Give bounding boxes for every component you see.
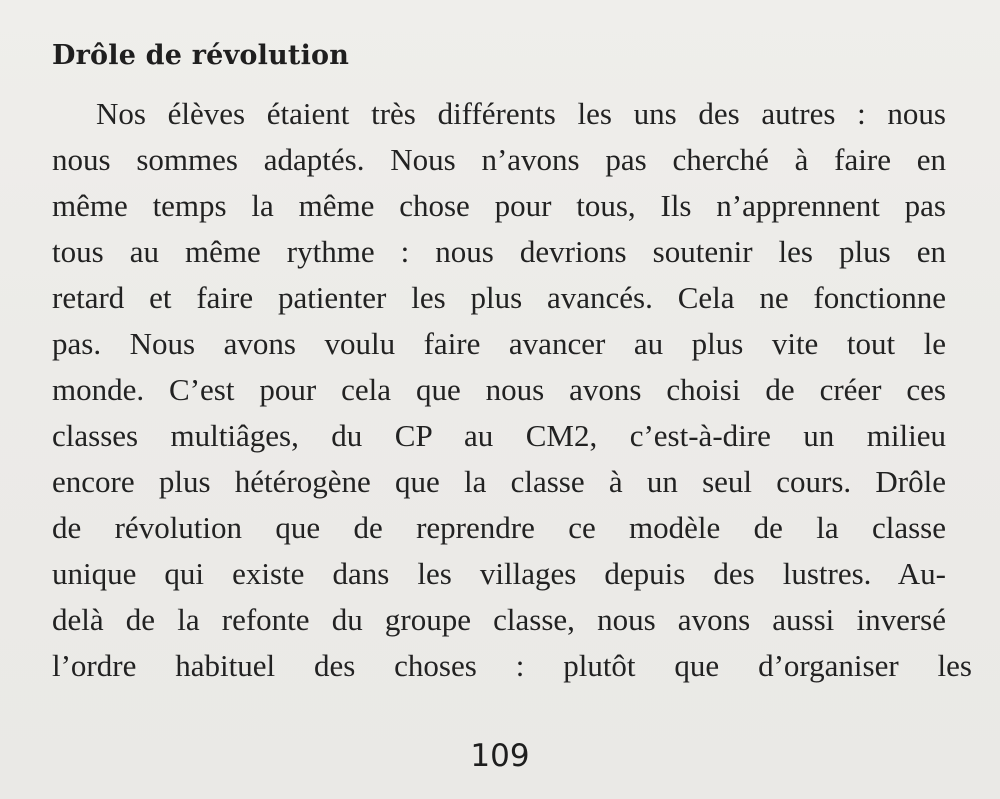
paragraph-line: pas. Nous avons voulu faire avancer au plus vite tout le	[52, 326, 946, 361]
paragraph-line: tous au même rythme : nous devrions soutenir les plus en	[52, 234, 946, 269]
paragraph-line: classes multiâges, du CP au CM2, c’est-à-dire un milieu	[52, 418, 946, 453]
paragraph-line: retard et faire patienter les plus avancés. Cela ne fonctionne	[52, 280, 946, 315]
paragraph-line: monde. C’est pour cela que nous avons choisi de créer ces	[52, 372, 946, 407]
section-title: Drôle de révolution	[52, 40, 350, 71]
paragraph-line: l’ordre habituel des choses : plutôt que d’organiser les	[52, 648, 972, 683]
paragraph-line: même temps la même chose pour tous, Ils n’apprennent pas	[52, 188, 946, 223]
paragraph-line: encore plus hétérogène que la classe à un seul cours. Drôle	[52, 464, 946, 499]
page-number: 109	[470, 738, 530, 774]
paragraph-line: delà de la refonte du groupe classe, nous avons aussi inversé	[52, 602, 946, 637]
paragraph-line: unique qui existe dans les villages depuis des lustres. Au-	[52, 556, 946, 591]
paragraph-line: de révolution que de reprendre ce modèle de la classe	[52, 510, 946, 545]
paragraph-line: nous sommes adaptés. Nous n’avons pas cherché à faire en	[52, 142, 946, 177]
paragraph-line: Nos élèves étaient très différents les uns des autres : nous	[96, 96, 946, 131]
show-through-text	[150, 0, 970, 8]
